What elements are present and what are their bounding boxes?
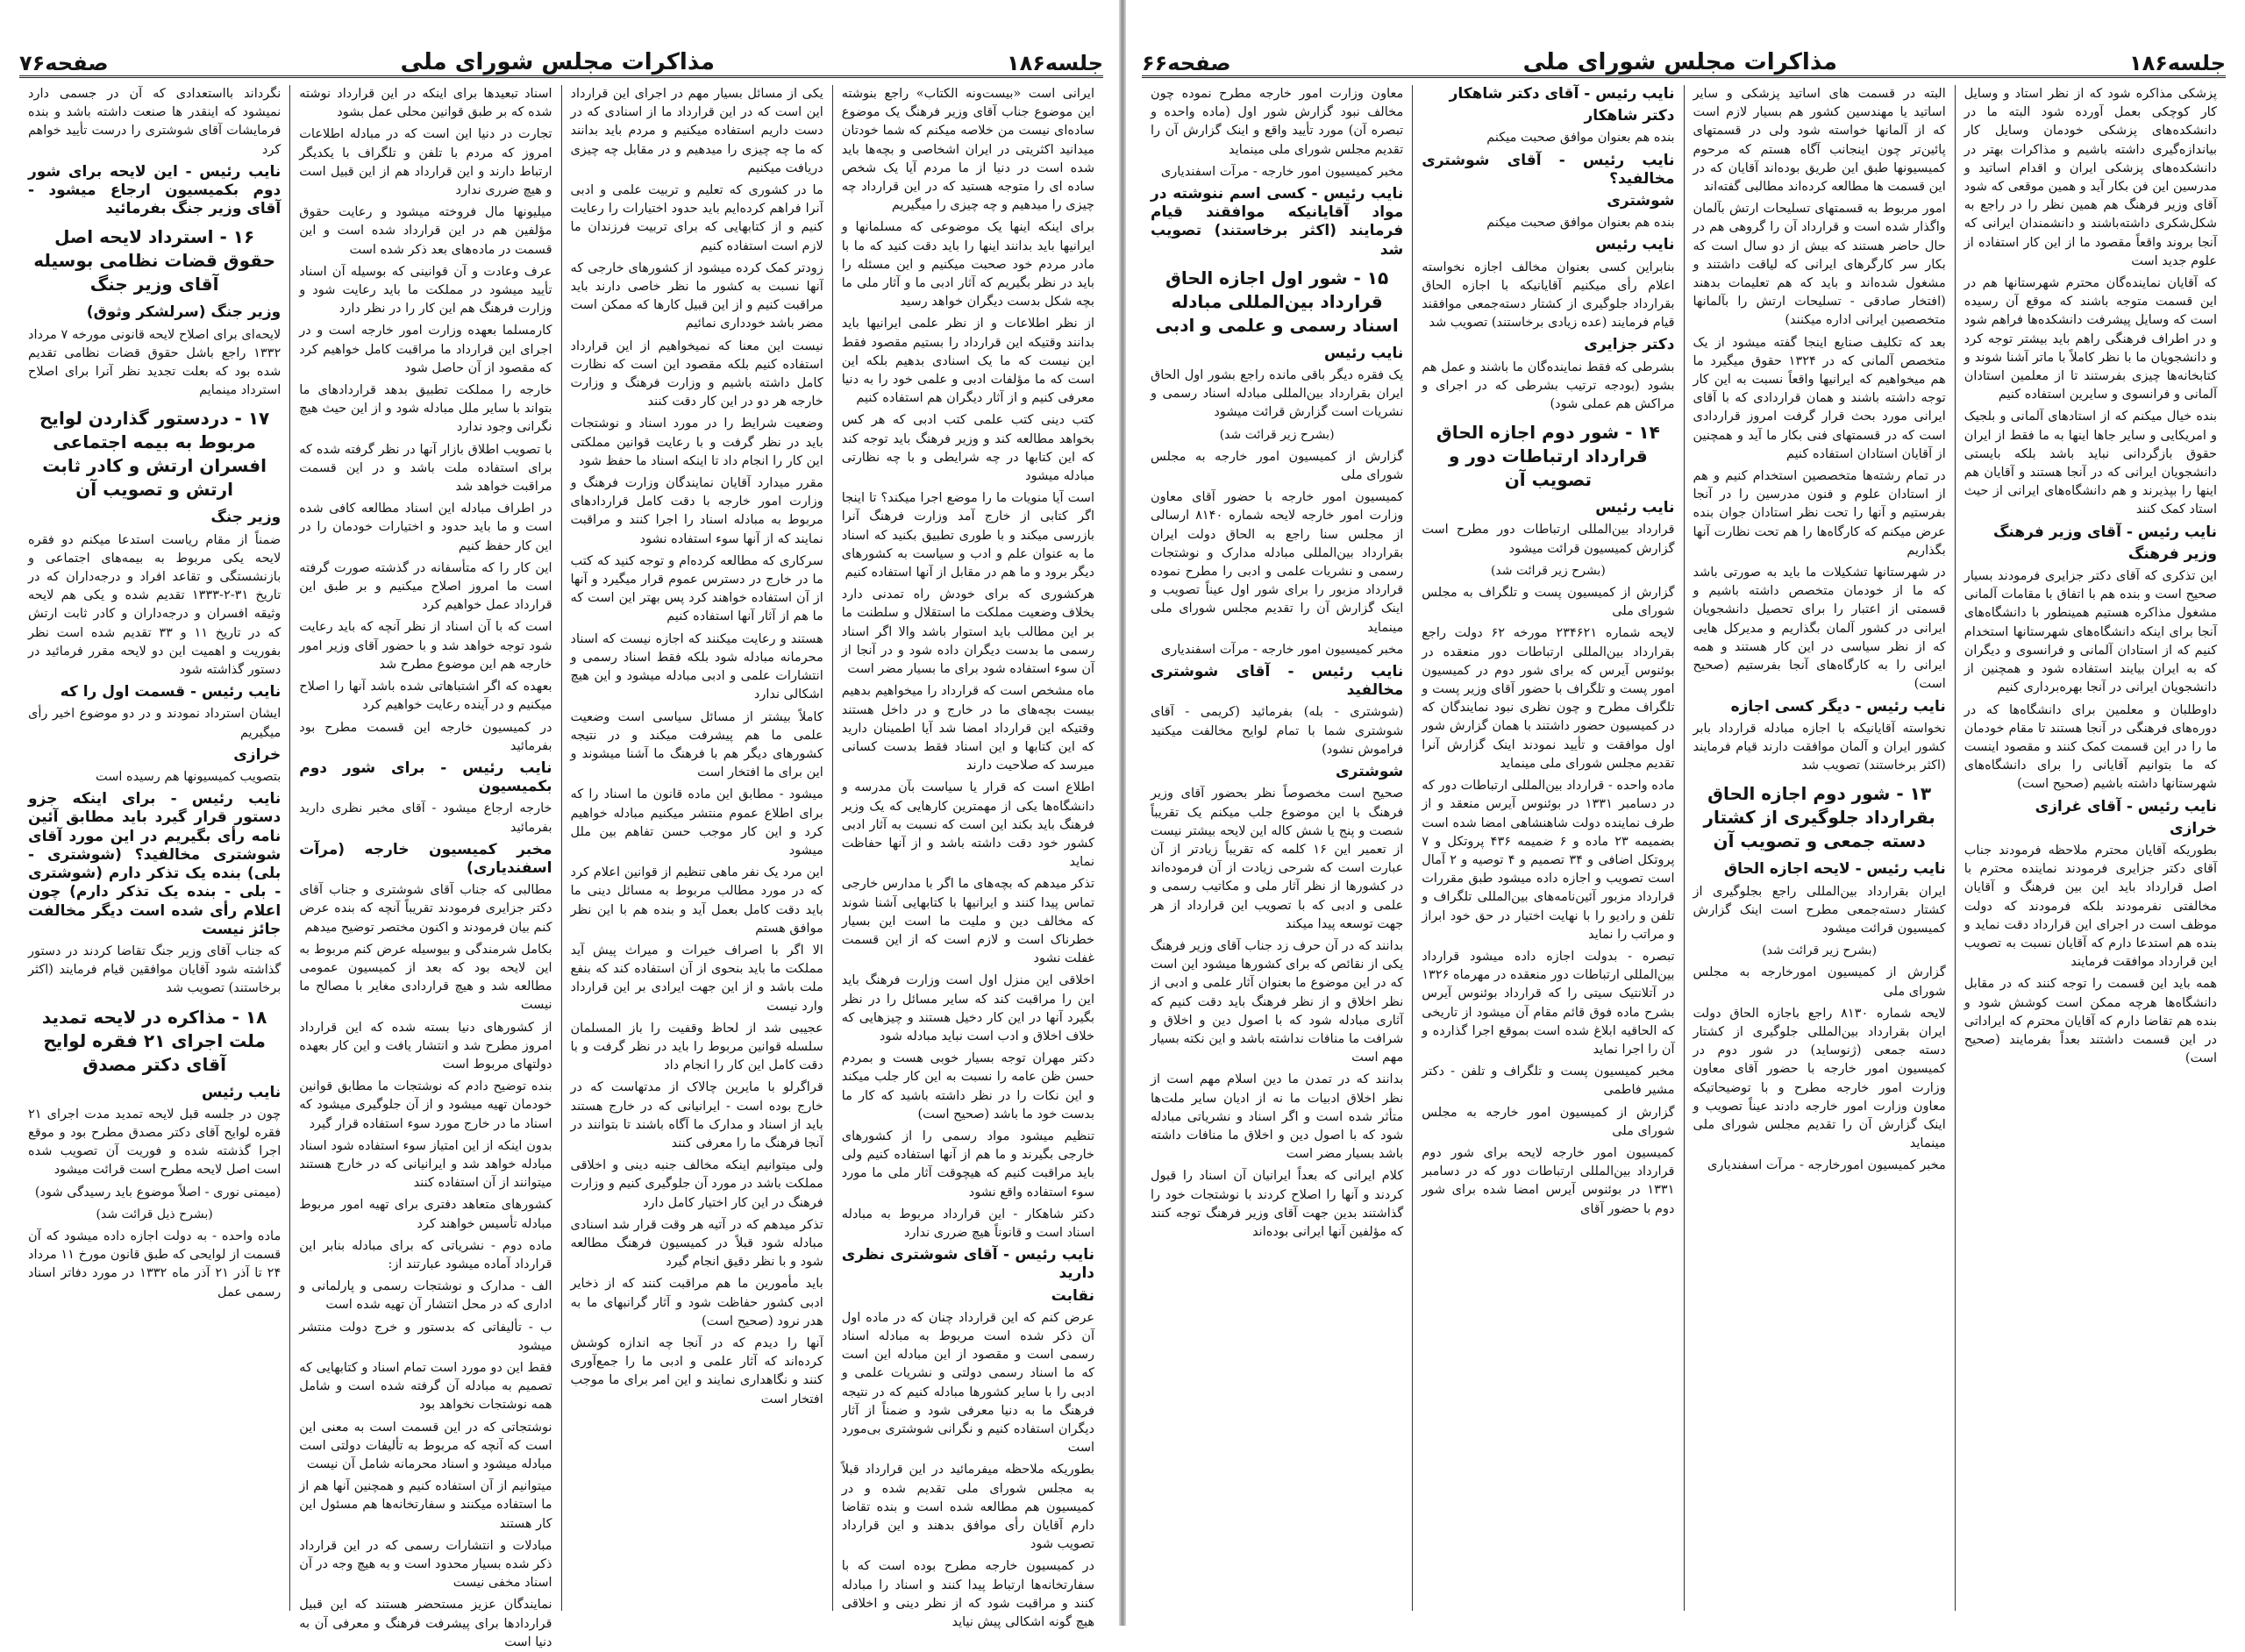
paragraph: بشرطی که فقط نماینده‌گان ما باشند و عمل هم بشود (بودجه ترتیب بشرطی که در اجرای و مراکش هم عملی شود) [1422,360,1675,412]
column-container [19,85,1103,1649]
paragraph: کلام ایرانی که بعداً ایرانیان آن اسناد را قبول کردند و آنها را اصلاح کردند با نوشتجات خود را گذاشتند بدین جهت آقای وزیر فرهنگ توجه کنند که مؤلفین آنها ایرانی بوده‌اند [1151,1169,1404,1239]
paragraph: است که با آن اسناد از نظر آنچه که باید رعایت شود توجه خواهد شد و با حضور آقای وزیر امور خارجه هم این موضوع مطرح شد [299,620,552,672]
paragraph: هستند و رعایت میکنند که اجازه نیست که اسناد محرمانه مبادله شود بلکه فقط اسناد رسمی و انتشارات علمی و ادبی مبادله میشود و این هیچ اشکالی ندارد [570,631,823,702]
paragraph: ماه مشخص است که قرارداد را میخواهیم بدهیم بیست بچه‌های ما در خارج و در داخل هستند وقتیکه این قرارداد امضا شد آیا اطمینان دارید که این کتابها و این اسناد فقط بدست کسانی میرسد که صلاحیت دارند [841,684,1094,773]
paragraph: نگرداند بااستعدادی که آن در جسمی دارد نمیشود که اینقدر ها صنعت داشته باشد و بنده فرمایشات آقای شوشتری را درست تأیید خواهم کرد [28,87,282,157]
paragraph: تنظیم میشود مواد رسمی را از کشورهای خارجی بگیرند و ما هم از آنها استفاده کنیم ولی باید مراقبت کنیم که هیچوقت آثار ملی ما مورد سوء استفاده واقع نشود [841,1129,1094,1200]
speaker-label: نایب رئیس - آقای شوشتری مخالفید؟ [1422,151,1675,188]
text-column [1412,85,1683,1611]
paragraph: بعهده که اگر اشتباهاتی شده باشد آنها را اصلاح میکنیم و در آینده رعایت خواهیم کرد [299,680,552,713]
paragraph: تبصره - بدولت اجازه داده میشود قرارداد بین‌المللی ارتباطات دور منعقده در مهرماه ۱۳۲۶ در آتلانتیک سیتی را که قرارداد بوئنوس آیرس بشرح ماده فوق قائم مقام آن میشود از تاریخی که الحاقیه ابلاغ شده است بموقع اجرا گذارده و آن را اجرا نماید [1422,949,1675,1057]
paragraph: دکتر شاهکار - این قرارداد مربوط به مبادله اسناد است و قانوناً هیچ ضرری ندارد [841,1207,1094,1240]
paragraph: بدانند که در تمدن ما دین اسلام مهم است از نظر اخلاق ادبیات ما نه از ادیان سایر ملت‌ها متأثر شده است و اگر اسناد و نشریاتی مبادله شود که با اصول دین و اخلاق ما منافات داشته باشد بسیار مضر است [1151,1072,1404,1162]
paragraph: نخواسته آقایانیکه با اجازه مبادله قرارداد بابر کشور ایران و آلمان موافقت دارند قیام فرمایند (اکثر برخاستند) تصویب شد [1693,721,1946,773]
paragraph: بنده خیال میکنم که از استادهای آلمانی و بلجیک و امریکایی و سایر جاها اینها به ما فقط از ایران حقوق بازگردانی نباید باشد بلکه بایستی دانشجویان ایرانی که در آنجا هستند و آقایان هم اینها را بپذیرند و هم دانشگاه‌های ایرانی از حیث استاد کمک کنند [1963,409,2217,517]
text-column [1955,85,2226,1611]
paragraph: بطوریکه آقایان محترم ملاحظه فرمودند جناب آقای دکتر جزایری فرمودند نماینده محترم با اصل قرارداد باید این بین فرهنگ و آقایان مخالفتی نفرمودند بلکه فرمودند که دولت موظف است در اجرای این قرارداد دقت نماید و بنده هم استدعا دارم که آقایان نسبت به تصویب این قرارداد موافقت فرمایند [1963,843,2217,970]
paragraph: وضعیت شرایط را در مورد اسناد و نوشتجات باید در نظر گرفت و با رعایت قوانین مملکتی این کار را انجام داد تا اینکه اسناد ما حفظ شود [570,417,823,468]
paragraph: از کشورهای دنیا بسته شده که این قرارداد امروز مطرح شد و انتشار یافت و این کار بعهده دولتهای مربوط است [299,1020,552,1072]
paragraph: ضمناً از مقام ریاست استدعا میکنم دو فقره لایحه یکی مربوط به بیمه‌های اجتماعی و بازنشستگی و تقاعد افراد و درجه‌داران که در تاریخ ۳۱-۲-۱۳۳۳ تقدیم شده و یکی هم لایحه وثیقه افسران و درجه‌داران و کادر ثابت ارتش که در تاریخ ۱۱ و ۳۳ تقدیم شده است نظر بفوریت و اهمیت این دو لایحه مقرر فرمائید در دستور گذاشته شود [28,532,282,678]
speaker-label: نایب رئیس - آقای غرازی [2035,797,2217,815]
paragraph: اسناد تبعیدها برای اینکه در این قرارداد نوشته شده که بر طبق قوانین محلی عمل بشود [299,87,552,120]
reading-note: (بشرح زیر قرائت شد) [1219,427,1335,442]
paragraph: باید مأمورین ما هم مراقبت کنند که از ذخایر ادبی کشور حفاظت شود و آثار گرانبهای ما به هدر نرود (صحیح است) [570,1277,823,1328]
paragraph: لایحه شماره ۸۱۳۰ راجع باجازه الحاق دولت ایران بقرارداد بین‌المللی جلوگیری از کشتار دسته جمعی (ژنوساید) در شور دوم در کمیسیون امور خارجه با حضور آقای معاون وزارت امور خارجه مطرح و با توضیحاتیکه معاون وزارت امور خارجه دادند عیناً تصویب و اینک گزارش آن را تقدیم مجلس شورای ملی مینماید [1693,1006,1946,1151]
paragraph: قراگرلو با مایرین چالاک از مدتهاست که در خارج بوده است - ایرانیانی که در خارج هستند باید از اسناد و مدارک ما آگاه باشند تا بتوانند در آنجا فرهنگ ما را معرفی کنند [570,1080,823,1150]
paragraph: الا اگر با اصراف خیرات و میراث پیش آید مملکت ما باید بنحوی از آن استفاده کند که بنفع ملت باشد و از این جهت ایرادی بر این قرارداد وارد نیست [570,943,823,1014]
text-column [1142,85,1412,1611]
paragraph: هرکشوری که برای خودش راه تمدنی دارد بخلاف وضعیت مملکت ما استقلال و سلطنت ما بر این مطالب باید استوار باشد والا اگر اسناد رسمی ما بدست دیگران داده شود و در آنجا از آن سوء استفاده شود برای ما بسیار مضر است [841,587,1094,677]
section-heading: ۱۴ - شور دوم اجازه الحاق قرارداد ارتباطات دور و تصویب آن [1436,422,1660,491]
paragraph: مخبر کمیسیون امورخارجه - مرآت اسفندیاری [1707,1158,1946,1173]
speaker-label: نایب رئیس [202,1083,282,1101]
paragraph: بتصویب کمیسیونها هم رسیده است [96,770,282,785]
page-number: صفحه۶۶ [1142,51,1231,75]
speaker-label: نایب رئیس - آقای شوشتری مخالفید [1151,663,1404,700]
speaker-label: وزیر جنگ [210,509,282,527]
session-label: جلسه۱۸۶ [2128,51,2226,75]
paragraph: نمایندگان عزیز مستحضر هستند که این قبیل قراردادها برای پیشرفت فرهنگ و معرفی آن به دنیا است [299,1598,552,1649]
speaker-label: دکتر جزایری [1584,336,1675,354]
paragraph: ب - تألیفاتی که بدستور و خرج دولت منتشر میشود [299,1320,552,1353]
paragraph: نیست این معنا که نمیخواهیم از این قرارداد استفاده کنیم بلکه مقصود این است که نظارت کامل داشته باشیم و وزارت فرهنگ و وزارت خارجه هر دو در این کار دقت کنند [570,338,823,409]
paragraph: ماده واحده - به دولت اجازه داده میشود که آن قسمت از لوایحی که طبق قانون مورخ ۱۱ مرداد ۲۴ تا آذر ۲۱ آذر ماه ۱۳۳۲ در مورد دفاتر اسناد رسمی عمل [28,1228,282,1300]
book-gutter [1119,0,1126,1626]
paragraph: تجارت در دنیا این است که در مبادله اطلاعات امروز که مردم با تلفن و تلگراف با یکدیگر ارتباط دارند و این قرارداد هم از این قبیل است و هیچ ضرری ندارد [299,127,552,198]
page-title: مذاکرات مجلس شورای ملی [1522,49,1837,75]
column-container [1142,85,2226,1611]
paragraph: بدون اینکه از این امتیاز سوء استفاده شود اسناد مبادله خواهد شد و ایرانیانی که در خارج هستند میتوانند از آن استفاده کنند [299,1138,552,1191]
page-title: مذاکرات مجلس شورای ملی [400,49,715,75]
section-heading: ۱۸ - مذاکره در لایحه تمدید ملت اجرای ۲۱ فقره لوایح آقای دکتر مصدق [41,1006,267,1075]
paragraph: بطوریکه ملاحظه میفرمائید در این قرارداد قبلاً به مجلس شورای ملی تقدیم شده و در کمیسیون هم مطالعه شده است و بنده تقاضا دارم آقایان رأی موافق بدهند و این قرارداد تصویب شود [841,1463,1094,1552]
speaker-label: نایب رئیس [1595,236,1675,254]
paragraph: کشورهای متعاهد دفتری برای تهیه امور مربوط مبادله تأسیس خواهند کرد [299,1198,552,1231]
text-column [832,85,1103,1630]
paragraph: گزارش از کمیسیون امور خارجه به مجلس شورای ملی [1151,449,1404,483]
paragraph: عرض کنم که این قرارداد چنان که در ماده اول آن ذکر شده است مربوط به مبادله اسناد رسمی است و مقصود از این مبادله این است که ما اسناد رسمی دولتی و نشریات علمی و ادبی را با سایر کشورها مبادله کنیم که در نتیجه فرهنگ ما به دنیا معرفی شود و ضمناً از آثار دیگران استفاده کنیم و نگرانی شوشتری بی‌مورد است [841,1310,1094,1456]
speaker-label: مخبر کمیسیون خارجه (مرآت اسفندیاری) [299,840,552,877]
paragraph: اطلاع است که قرار یا سیاست بآن مدرسه و دانشگاه‌ها یکی از مهمترین کارهایی که یک وزیر فرهنگ باید بکند این است که نسبت به آثار ادبی کشور خود دقت داشته باشد و از آنها حفاظت نماید [841,780,1094,870]
text-column [561,85,832,1611]
paragraph: کاملاً بیشتر از مسائل سیاسی است وضعیت علمی ما هم پیشرفت میکند و در نتیجه کشورهای دیگر هم با فرهنگ ما آشنا میشوند و این برای ما افتخار است [570,709,823,780]
speaker-label: خرازی [233,745,282,764]
paragraph: بنده هم بعنوان موافق صحبت میکنم [1486,131,1675,146]
paragraph: (شوشتری - بله) بفرمائید (کریمی - آقای شوشتری شما با تمام لوایح مخالفت میکنید فراموش نشود) [1151,705,1404,757]
section-heading: ۱۳ - شور دوم اجازه الحاق بقرارداد جلوگیری از کشتار دسته جمعی و تصویب آن [1703,783,1935,852]
paragraph: میشود - مطابق این ماده قانون ما اسناد را که برای اطلاع عموم منتشر میکنیم مبادله خواهیم کرد و این کار موجب حسن تفاهم بین ملل میشود [570,787,823,858]
paragraph: در کمیسیون خارجه مطرح بوده است که با سفارتخانه‌ها ارتباط پیدا کنند و اسناد را مبادله کنند و مراقبت شود که از نظر دینی و اخلاقی هیچ گونه اشکالی پیش نیاید [841,1559,1094,1630]
speaker-label: نایب رئیس - قسمت اول را که [60,683,282,701]
paragraph: پزشکی مذاکره شود که از نظر استاد و وسایل کار کوچکی بعمل آورده شود البته ما در دانشکده‌های پزشکی خودمان وسایل کار بیاندازه‌گیری داشته باشیم و مذاکرات بهتر در دانشکده‌های پزشکی ایران و اقدام اساتید و مدرسین این فن بکار آید و همین موقعی که شود آقای وزیر فرهنگ هم همین نظر را در راجع به شکل‌شکری داشته‌باشند و دانشمندان ایرانی که آنجا بروند واقعاً مقصود ما از این کار استفاده از علوم جدید است [1963,87,2217,268]
speaker-label: نایب رئیس - برای شور دوم بکمیسیون [299,758,552,796]
session-label: جلسه۱۸۶ [1006,51,1103,75]
speaker-label: نایب رئیس - لایحه اجازه الحاق [1723,860,1946,879]
speaker-label: نایب رئیس - آقای وزیر فرهنگ [1992,523,2217,541]
paragraph: لایحه شماره ۲۳۴۶۲۱ مورخه ۶۲ دولت راجع بقرارداد بین‌المللی ارتباطات دور منعقده در بوئنوس آیرس که برای شور دوم در کمیسیون امور پست و تلگراف با حضور آقای وزیر پست و تلگراف مطرح و چون نظری نبود نمایندگان که در کمیسیون حضور داشتند با همان گزارش شور اول موافقت و تأیید نمودند اینک گزارش آنرا تقدیم مجلس شورای ملی مینماید [1422,626,1675,771]
paragraph: بنابراین کسی بعنوان مخالف اجازه نخواسته اعلام رأی میکنیم آقایانیکه با اجازه الحاق بقرارداد جلوگیری از کشتار دسته‌جمعی موافقند قیام فرمایند (عده زیادی برخاستند) تصویب شد [1422,260,1675,331]
paragraph: سرکاری که مطالعه کرده‌ام و توجه کنید که کتب ما در خارج در دسترس عموم قرار میگیرد و آنها از آن استفاده خواهند کرد پس بهتر این است که ما هم از آثار آنها استفاده کنیم [570,553,823,624]
paragraph: گزارش از کمیسیون امورخارجه به مجلس شورای ملی [1693,965,1946,999]
paragraph: ما در کشوری که تعلیم و تربیت علمی و ادبی آنرا فراهم کرده‌ایم باید حدود اختیارات را رعایت کنیم و از کتابهایی که برای تربیت فرزندان ما لازم است استفاده کنیم [570,183,823,253]
text-column [1684,85,1955,1611]
paragraph: آنها را دیدم که در آنجا چه اندازه کوشش کرده‌اند که آثار علمی و ادبی ما را جمع‌آوری کنند و نگاهداری نمایند و این امر برای ما موجب افتخار است [570,1336,823,1406]
paragraph: که جناب آقای وزیر جنگ تقاضا کردند در دستور گذاشته شود آقایان موافقین قیام فرمایند (اکثر برخاستند) تصویب شد [28,943,282,996]
paragraph: چون در جلسه قبل لایحه تمدید مدت اجرای ۲۱ فقره لوایح آقای دکتر مصدق مطرح بود و موقع اجرا گذشته شده و فوریت آن تصویب شده است اصل لایحه مطرح است قرائت میشود [28,1107,282,1178]
paragraph: در شهرستانها تشکیلات ما باید به صورتی باشد که ما از خودمان متخصص داشته باشیم و قسمتی از اعتبار را برای تحصیل دانشجویان ایرانی در کشور آلمان بگذاریم و مدیرکل هایی که از نظر سیاسی در این کار هستند و همه ایرانی را به کارگاه‌های آنجا بفرستیم (صحیح است) [1693,566,1946,692]
paragraph: که آقایان نماینده‌گان محترم شهرستانها هم در این قسمت متوجه باشند که موقع آن رسیده است که وسایل پیشرفت دانشکده‌ها فراهم شود و در اطراف فرهنگی راهم باید بیشتر توجه کرد و دانشجویان ما با نظر کاملاً با ماتر آشنا شوند و کتابخانه‌ها چیزی بفرستند تا از معلمین استادان آلمانی و فرانسوی و سایرین استفاده کنیم [1963,276,2217,402]
paragraph: بعد که تکلیف صنایع اینجا گفته میشود از یک متخصص آلمانی که در ۱۳۲۴ حقوق میگیرد ما هم میخواهیم که ایرانیها واقعاً نسبت به این کار توجه داشته باشند و همان قراردادی که با آقای ایرانی مورد بحث قرار گرفت امروز قراردادی است که در قسمتهای فنی بکار ما آید و همچنین از آقایان استادان استفاده کنیم [1693,335,1946,461]
speaker-label: خرازی [2169,819,2217,837]
paragraph: عجیبی شد از لحاظ وقفیت را باز المسلمان سلسله قوانین مربوط را باید در نظر گرفت و با دقت کامل این کار را انجام داد [570,1021,823,1073]
paragraph: گزارش از کمیسیون امور خارجه به مجلس شورای ملی [1422,1105,1675,1138]
paragraph: این مرد یک نفر ماهی تنظیم از قوانین اعلام کرد که در مورد مطالب مربوط به مسائل دینی ما باید دقت کامل بعمل آید و بنده هم با این نظر موافق هستم [570,865,823,936]
paragraph: مقرر میدارد آقایان نمایندگان وزارت فرهنگ و وزارت امور خارجه با دقت کامل قراردادهای مربوط به مبادله اسناد را اجرا کنند و مراقبت نمایند که از آنها سوء استفاده نشود [570,476,823,546]
speaker-label: وزیر فرهنگ [2127,545,2217,563]
paragraph: معاون وزارت امور خارجه مطرح نموده چون مخالف نبود گزارش شور اول (ماده واحده و تبصره آن) مورد تأیید واقع و اینک گزارش آن را تقدیم مجلس شورای ملی مینماید [1151,87,1404,157]
paragraph: دکتر مهران توجه بسیار خوبی هست و بمردم حسن ظن عامه را نسبت به این کار جلب میکند و این نکات را در نظر داشته باشید که کار ما بدست خود ما باشد (صحیح است) [841,1051,1094,1122]
paragraph: در تمام رشته‌ها متخصصین استخدام کنیم و هم از استادان علوم و فنون مدرسین را در آنجا بفرستیم و آنها را تحت نظر استادان جوان بنده عرض میکنم که کارگاه‌ها را هم تحت نظارت آنها بگذاریم [1693,469,1946,558]
paragraph: در کمیسیون خارجه این قسمت مطرح بود بفرمائید [299,720,552,753]
page-66 [1122,0,2245,1626]
paragraph: ماده دوم - نشریاتی که برای مبادله بنابر این قرارداد آماده میشود عبارتند از: [299,1238,552,1271]
paragraph: بدانند که در آن حرف زد جناب آقای وزیر فرهنگ یکی از نقائص که برای کشورها میشود این است که در این موضوع ما بعنوان آثار علمی و ادبی از نظر اخلاق و از نظر فرهنگ باید دقت کنیم که آثاری مبادله شود که با اصول دین و اخلاق و شرافت ما منافات نداشته باشد و این نکته بسیار مهم است [1151,938,1404,1065]
speaker-label: نایب رئیس - آقای شوشتری نظری دارید [841,1246,1094,1283]
text-column [289,85,560,1649]
paragraph: عرف وعادت و آن قوانینی که بوسیله آن اسناد تأیید میشود در مملکت ما باید رعایت شود و وزارت فرهنگ هم این کار را در نظر دارد [299,264,552,317]
paragraph: کمیسیون امور خارجه با حضور آقای معاون وزارت امور خارجه لایحه شماره ۸۱۴۰ ارسالی از مجلس سنا راجع به الحاق دولت ایران بقرارداد بین‌المللی مبادله مدارک و نوشتجات رسمی و نشریات علمی و ادبی را مطرح نموده قرارداد مزبور را برای شور اول عیناً تصویب و اینک گزارش آن را تقدیم مجلس شورای ملی مینماید [1151,490,1404,635]
paragraph: این کار را که متأسفانه در گذشته صورت گرفته است ما امروز اصلاح میکنیم و بر طبق این قرارداد عمل خواهیم کرد [299,560,552,613]
speaker-label: نایب رئیس - برای اینکه جزو دستور قرار گیرد باید مطابق آئین نامه رأی بگیریم در این مورد آقای شوشتری مخالفید؟ (شوشتری - بلی) بنده یک تذکر دارم (شوشتری - بلی - بنده یک تذکر دارم) چون اعلام رأی شده است دیگر مخالفت جائز نیست [28,790,282,938]
paragraph: قرارداد بین‌المللی ارتباطات دور مطرح است گزارش کمیسیون قرائت میشود [1422,523,1675,556]
paragraph: تذکر میدهم که در آتیه هر وقت قرار شد اسنادی مبادله شود قبلاً در کمیسیون فرهنگ مطالعه شود و با نظر دقیق انجام گیرد [570,1217,823,1270]
speaker-label: نایب رئیس [1595,499,1675,517]
paragraph: برای اینکه اینها یک موضوعی که مسلمانها و ایرانیها باید بدانند اینها را باید دقت کنید که ما با مادر مردم خود صحبت میکنیم و این مسئله را باید در نظر بگیریم که آثار ادبی ما و آثار ملی ما بچه شکل بدست دیگران خواهد رسید [841,220,1094,310]
speaker-label: نایب رئیس [1324,344,1404,362]
paragraph: لایحه‌ای برای اصلاح لایحه قانونی مورخه ۷ مرداد ۱۳۳۲ راجع باشل حقوق قضات نظامی تقدیم شده بود که بعلت تجدید نظر آنرا برای اصلاح استرداد مینمایم [28,327,282,398]
paragraph: کارمسلما بعهده وزارت امور خارجه است و در اجرای این قرارداد ما مراقبت کامل خواهیم کرد که مقصود از آن حاصل شود [299,324,552,375]
paragraph: تذکر میدهم که بچه‌های ما اگر با مدارس خارجی تماس پیدا کنند و ایرانیها با کتابهایی آشنا شوند که مخالف دین و ملیت ما است این بسیار خطرناک است و لازم است که از این قسمت غفلت نشود [841,877,1094,966]
paragraph: الف - مدارک و نوشتجات رسمی و پارلمانی و اداری که در محل انتشار آن تهیه شده است [299,1279,552,1313]
paragraph: مخبر کمیسیون پست و تلگراف و تلفن - دکتر مشیر فاطمی [1422,1065,1675,1098]
paragraph: گزارش از کمیسیون پست و تلگراف به مجلس شورای ملی [1422,586,1675,619]
paragraph: یکی از مسائل بسیار مهم در اجرای این قرارداد این است که در این قرارداد ما از اسنادی که در دست داریم استفاده میکنیم و مردم باید بدانند که ما چه چیزی را میدهیم و در مقابل چه چیزی دریافت میکنیم [570,87,823,175]
paragraph: زودتر کمک کرده میشود از کشورهای خارجی که آنها نسبت به کشور ما نظر خاصی دارند باید مراقبت کنیم و از این قبیل کارها که ممکن است مضر باشد خودداری نمائیم [570,260,823,331]
paragraph: خارجه را مملکت تطبیق بدهد قراردادهای ما بتواند با سایر ملل مبادله شود و از این حیث هیچ نگرانی وجود ندارد [299,383,552,435]
page-header [19,35,1103,78]
paragraph: بکامل شرمندگی و بیوسیله عرض کنم مربوط به این لایحه بود که بعد از کمیسیون عمومی مطالعه شد و هیچ قراردادی مغایر با مصالح ما نیست [299,942,552,1013]
speaker-label: دکتر شاهکار [1584,107,1675,125]
paragraph: از نظر اطلاعات و از نظر علمی ایرانیها باید بدانند وقتیکه این قرارداد را بستیم مقصود فقط این نیست که ما یک اسنادی بدهیم بلکه این است که ما مؤلفات ادبی و علمی خود را به دنیا معرفی کنیم و از آثار دیگران هم استفاده کنیم [841,317,1094,406]
reading-note: (بشرح ذیل قرائت شد) [96,1207,213,1221]
speaker-label: شوشتری [1336,763,1404,781]
paragraph: بنده هم بعنوان موافق صحبت میکنم [1486,216,1675,231]
paragraph: کتب دینی کتب علمی کتب ادبی که هر کس بخواهد مطالعه کند و وزیر فرهنگ باید توجه کند که این کتابها در چه شرایطی و با چه نظارتی مبادله میشود [841,413,1094,484]
paragraph: ایرانی است «بیست‌ونه الکتاب» راجع بنوشته این موضوع جناب آقای وزیر فرهنگ یک موضوع ساده‌ای نیست من خلاصه میکنم که شما خودتان میدانید اکثریتی در ایران اشخاصی و بچه‌ها باید شده است در دنیا از ما مردم آیا یک شخص ساده ای را متوجه هستید که در این قرارداد چه چیزی را میدهیم و چه چیزی را میگیریم [841,87,1094,213]
paragraph: مبادلات و انتشارات رسمی که در این قرارداد ذکر شده بسیار محدود است و به هیچ وجه در آن اسناد مخفی نیست [299,1538,552,1591]
paragraph: میتوانیم از آن استفاده کنیم و همچنین آنها هم از ما استفاده میکنند و سفارتخانه‌ها هم مسئول این کار هستند [299,1479,552,1531]
page-76 [0,0,1122,1649]
reading-note: (بشرح زیر قرائت شد) [1762,943,1878,958]
paragraph: البته در قسمت های اساتید پزشکی و سایر اساتید یا مهندسین کشور هم بسیار لازم است که از آلمانها خواسته شود ولی در قسمتهای پائین‌تر چون اینجانب آگاه هستم که مرحوم کمیسیونها طبق این طریق بوده‌اند آقایان که در این قسمت ها مطالعه کرده‌اند مطالبی گفته‌اند [1693,87,1946,195]
paragraph: نوشتجاتی که در این قسمت است به معنی این است که آنچه که مربوط به تألیفات دولتی است مبادله میشود و اسناد محرمانه شامل آن نیست [299,1420,552,1472]
paragraph: ایران بقرارداد بین‌المللی راجع بجلوگیری از کشتار دسته‌جمعی مطرح است اینک گزارش کمیسیون قرائت میشود [1693,884,1946,936]
paragraph: فقط این دو مورد است تمام اسناد و کتابهایی که تصمیم به مبادله آن گرفته شده است و شامل همه نوشتجات نخواهد بود [299,1361,552,1413]
page-number: صفحه۷۶ [19,51,109,75]
paragraph: ولی میتوانیم اینکه مخالف جنبه دینی و اخلاقی مملکت باشد در مورد آن جلوگیری کنیم و وزارت فرهنگ در این کار اختیار کامل دارد [570,1158,823,1210]
page-header [1142,35,2226,78]
section-heading: ۱۶ - استرداد لایحه اصل حقوق قضات نظامی بوسیله آقای وزیر جنگ [33,226,276,296]
speaker-label: نایب رئیس - آقای دکتر شاهکار [1449,85,1675,103]
paragraph: یک فقره دیگر باقی مانده راجع بشور اول الحاق ایران بقرارداد بین‌المللی مبادله اسناد رسمی و نشریات است گزارش قرائت میشود [1151,368,1404,420]
paragraph: مطالبی که جناب آقای شوشتری و جناب آقای دکتر جزایری فرمودند تقریباً آنچه که بنده عرض کنم بیان فرمودند و اکنون مختصر توضیح میدهم [299,883,552,935]
paragraph: مخبر کمیسیون امور خارجه - مرآت اسفندیاری [1160,164,1404,179]
paragraph: داوطلبان و معلمین برای دانشگاه‌ها که در دوره‌های فرهنگی در آنجا هستند تا مقام خودمان ما را در این قسمت کمک کنند و مقصود اینست که ما بتوانیم آقایانی را برای دانشگاه‌های شهرستانها داشته باشیم (صحیح است) [1963,702,2217,792]
paragraph: با تصویب اطلاق بازار آنها در نظر گرفته شده که برای استفاده ملت باشد و در این قسمت مراقبت خواهد شد [299,442,552,495]
paragraph: ایشان استرداد نمودند و در دو موضوع اخیر رأی میگیریم [28,707,282,740]
paragraph: صحیح است مخصوصاً نظر بحضور آقای وزیر فرهنگ با این موضوع جلب میکنم یک تقریباً شصت و پنج یا شش کاله این لایحه بیشتر نیست از تعمیر این ۱۶ کلمه که تقریباً زیادتر از آن عبارت است که شرحی زیادت از آن فرموده‌اند در کشورها از نظر آثار ملی و مکاتیب رسمی و علمی و ادبی که با تصویب این قرارداد از هر جهت توسعه پیدا میکند [1151,787,1404,931]
speaker-label: نقابت [1051,1286,1094,1305]
paragraph: این تذکری که آقای دکتر جزایری فرمودند بسیار صحیح است و بنده هم با اتفاق با مقامات آلمانی مشغول مذاکره هستیم همینطور با دانشگاه‌های آنجا برای اینکه دانشگاه‌های شهرستانها استخدام کنیم که از استادان آلمانی و فرانسوی و دیگران که به ایران بیایند استفاده شود و همچنین از دانشجویان ایرانی در آنجا بهره‌برداری کنیم [1963,569,2217,695]
section-heading: ۱۷ - دردستور گذاردن لوایح مربوط به بیمه اجتماعی افسران ارتش و کادر ثابت ارتش و تصویب آن [39,408,270,501]
paragraph: میلیونها مال فروخته میشود و رعایت حقوق مؤلفین هم در این قرارداد شده است و این قسمت در ماده‌های بعد ذکر شده است [299,205,552,257]
speaker-label: شوشتری [1607,192,1675,210]
text-column [19,85,289,1611]
speaker-label: وزیر جنگ (سرلشکر وثوق) [86,303,282,322]
paragraph: است آیا منویات ما را موضع اجرا میکند؟ تا اینجا اگر کتابی از خارج آمد وزارت فرهنگ آنرا بازرسی میکند و با طوری تطبیق بکنید که اسناد ما به عنوان علم و ادب و سیاست به کشورهای دیگر برود و ما هم در مقابل از آنها استفاده کنیم [841,491,1094,580]
paragraph: مخبر کمیسیون امور خارجه - مرآت اسفندیاری [1160,642,1404,657]
paragraph: همه باید این قسمت را توجه کنند که در مقابل دانشگاه‌ها هرچه ممکن است کوشش شود و بنده هم تقاضا دارم که آقایان محترم که ایراداتی در این قسمت داشتند بعداً بفرمایند (صحیح است) [1963,977,2217,1066]
paragraph: (میمنی نوری - اصلاً موضوع باید رسیدگی شود) [34,1185,282,1200]
paragraph: ماده واحده - قرارداد بین‌المللی ارتباطات دور که در دسامبر ۱۳۳۱ در بوئنوس آیرس منعقد و از طرف نماینده دولت شاهنشاهی امضا شده است بضمیمه ۲۳ ماده و ۶ ضمیمه ۴۳۶ پروتکل و ۷ پروتکل اضافی و ۳۴ تصمیم و ۴ توصیه و ۲ آمال است تصویب و اجازه داده میشود طبق مقررات قرارداد مزبور آئین‌نامه‌های بین‌المللی تلگراف و تلفن و رادیو را با نهایت اختیار در حق خود ابراز و مراتب را نماید [1422,779,1675,942]
speaker-label: نایب رئیس - کسی اسم ننوشته در مواد آقایانیکه موافقند قیام فرمایند (اکثر برخاستند) تصویب شد [1151,185,1404,259]
paragraph: بنده توضیح دادم که نوشتجات ما مطابق قوانین خودمان تهیه میشود و از آن جلوگیری میشود که اسناد ما در خارج مورد سوء استفاده قرار گیرد [299,1079,552,1131]
speaker-label: نایب رئیس - دیگر کسی اجازه [1730,697,1946,716]
paragraph: در اطراف مبادله این اسناد مطالعه کافی شده است و ما باید حدود و اختیارات خودمان را در این کار حفظ کنیم [299,502,552,553]
reading-note: (بشرح زیر قرائت شد) [1490,563,1606,578]
paragraph: خارجه ارجاع میشود - آقای مخبر نظری دارید بفرمائید [299,801,552,835]
section-heading: ۱۵ - شور اول اجازه الحاق قرارداد بین‌المللی مبادله اسناد رسمی و علمی و ادبی [1155,267,1399,336]
speaker-label: نایب رئیس - این لایحه برای شور دوم بکمیسیون ارجاع میشود - آقای وزیر جنگ بفرمائید [28,162,282,218]
paragraph: کمیسیون امور خارجه لایحه برای شور دوم قرارداد بین‌المللی ارتباطات دور که در دسامبر ۱۳۳۱ در بوئنوس آیرس امضا شده برای شور دوم با حضور آقای [1422,1145,1675,1216]
paragraph: اخلاقی این منزل اول است وزارت فرهنگ باید این را مراقبت کند که سایر مسائل را در نظر بگیرد آنها در این کار دخیل هستند و چیزهایی که خلاف اخلاق و ادب است نباید مبادله شود [841,973,1094,1043]
paragraph: امور مربوط به قسمتهای تسلیحات ارتش بآلمان واگذار شده است و قرارداد آن را گروهی هم در حال حاضر هستند که بیش از دو سال است که بکار سر کارگرهای ایرانی که لیاقت داشتند و مشغول شده‌اند و باید که هم تعلیمات بدهند (افتخار صادقی - تسلیحات ارتش را بآلمانها متخصصین ایرانی اداره میکنند) [1693,202,1946,328]
